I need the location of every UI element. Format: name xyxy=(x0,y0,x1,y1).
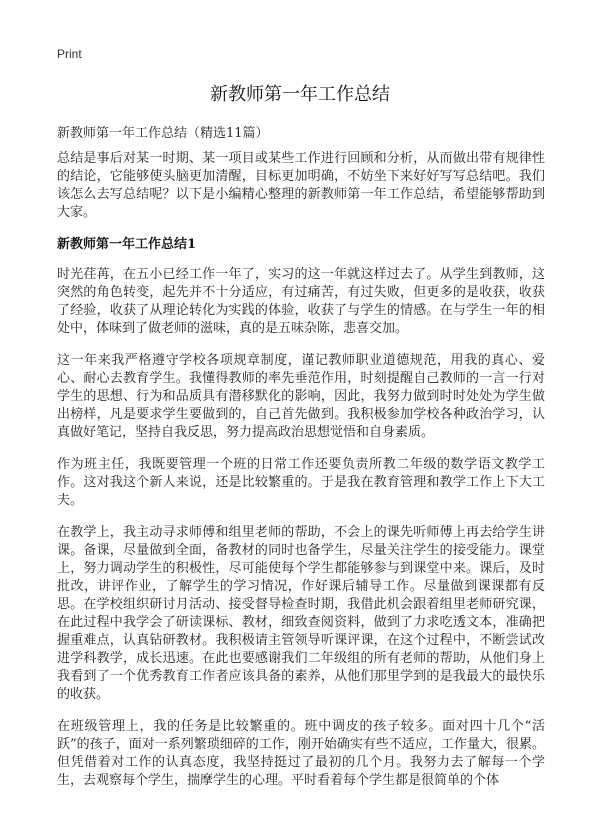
print-link[interactable]: Print xyxy=(57,47,82,61)
section-heading: 新教师第一年工作总结1 xyxy=(57,237,197,252)
document-body xyxy=(57,150,545,804)
body-paragraph: 这一年来我严格遵守学校各项规章制度，谨记教师职业道德规范，用我的真心、爱心、耐心去教育学生。我懂得教师的率先垂范作用，时刻提醒自己教师的一言一行对学生的思想、行为和品质具有潜移默化的影响，因此，我努力做到时时处处为学生做出榜样，凡是要求学生要做到的，自己首先做到。我积极参加学校各种政治学习，认真做好笔记，坚持自我反思，努力提高政治思想觉悟和自身素质。 xyxy=(57,353,545,440)
intro-paragraph: 总结是事后对某一时期、某一项目或某些工作进行回顾和分析，从而做出带有规律性的结论，它能够使头脑更加清醒，目标更加明确，不妨坐下来好好写写总结吧。我们该怎么去写总结呢？以下是小编精心整理的新教师第一年工作总结，希望能够帮助到大家。 xyxy=(57,151,545,220)
body-paragraph: 在教学上，我主动寻求师傅和组里老师的帮助，不会上的课先听师傅上再去给学生讲课。备课，尽量做到全面，备教材的同时也备学生，尽量关注学生的接受能力。课堂上，努力调动学生的积极性，尽可能使每个学生都能够参与到课堂中来。课后，及时批改，讲评作业，了解学生的学习情况，作好课后辅导工作。尽量做到课课都有反思。在学校组织研讨月活动、接受督导检查时期，我借此机会跟着组里老师研究课，在此过程中我学会了研读课标、教材，细致查阅资料，做到了力求吃透文本，准确把握重难点，认真钻研教材。我积极请主管领导听课评课，在这个过程中，不断尝试改进学科教学，成长迅速。在此也要感谢我们二年级组的所有老师的帮助，从他们身上我看到了一个优秀教育工作者应该具备的素养，从他们那里学到的是我最大的最快乐的收获。 xyxy=(57,525,545,702)
body-paragraph: 在班级管理上，我的任务是比较繁重的。班中调皮的孩子较多。面对四十几个“活跃”的孩子，面对一系列繁琐细碎的工作，刚开始确实有些不适应，工作量大，很累。但凭借着对工作的认真态度，我坚持挺过了最初的几个月。我努力去了解每一个学生，去观察每个学生，揣摩学生的心理。平时看着每个学生都是很简单的个体 xyxy=(57,719,545,788)
page-title: 新教师第一年工作总结 xyxy=(210,84,390,105)
document-subtitle: 新教师第一年工作总结（精选11篇） xyxy=(57,126,269,141)
body-paragraph: 时光荏苒，在五小已经工作一年了，实习的这一年就这样过去了。从学生到教师，这突然的角色转变，起先并不十分适应，有过痛苦，有过失败，但更多的是收获，收获了经验，收获了从理论转化为实践的体验，收获了与学生的情感。在与学生一年的相处中，体味到了做老师的滋味，真的是五味杂陈，悲喜交加。 xyxy=(57,267,545,336)
body-paragraph: 作为班主任，我既要管理一个班的日常工作还要负责所教二年级的数学语文教学工作。这对我这个新人来说，还是比较繁重的。于是我在教育管理和教学工作上下大工夫。 xyxy=(57,457,545,508)
